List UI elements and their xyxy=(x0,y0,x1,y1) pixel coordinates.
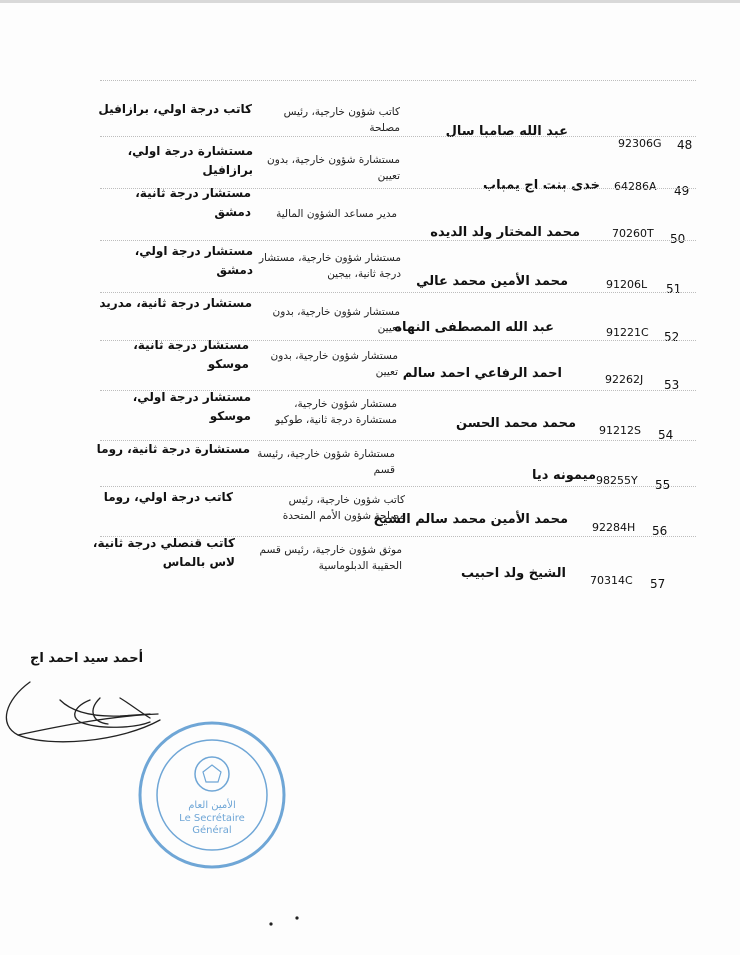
position-cell: كاتب شؤون خارجية، رئيس مصلحة xyxy=(283,106,400,134)
name-cell: محمد المختار ولد الديده xyxy=(430,225,580,240)
posting-cell: مستشارة درجة ثانية، روما xyxy=(96,442,250,456)
name-cell: محمد الأمين محمد عالي xyxy=(416,274,568,289)
row-number: 50 xyxy=(670,232,686,246)
position-cell: مدير مساعد الشؤون المالية xyxy=(276,208,397,220)
name-cell: خدى بنت اج يمباب xyxy=(483,178,600,193)
posting-cell: كاتب درجة اولي، روما xyxy=(103,490,233,504)
name-cell: محمد الأمين محمد سالم الشيخ xyxy=(373,512,568,527)
row-number: 54 xyxy=(658,428,674,442)
row-number: 51 xyxy=(666,282,682,296)
stamp-line: Général xyxy=(192,825,232,836)
posting-cell: مستشار درجة ثانية، مدريد xyxy=(99,296,252,310)
name-cell: احمد الرفاعي احمد سالم xyxy=(402,366,562,381)
code-cell: 92262J xyxy=(605,373,644,386)
code-cell: 92306G xyxy=(618,137,662,150)
stamp-line: الأمين العام xyxy=(188,800,236,811)
stamp-line: Le Secrétaire xyxy=(179,813,245,824)
code-cell: 70314C xyxy=(590,574,633,587)
row-number: 49 xyxy=(674,184,690,198)
code-cell: 91206L xyxy=(606,278,648,291)
name-cell: محمد محمد الحسن xyxy=(456,416,576,431)
posting-cell: مستشار درجة اولي، موسكو xyxy=(132,390,251,423)
posting-cell: مستشار درجة اولي، دمشق xyxy=(134,244,253,277)
code-cell: 98255Y xyxy=(596,474,638,487)
position-cell: كاتب شؤون خارجية، رئيس مصلحة شؤون الأمم المتحدة xyxy=(282,494,405,522)
position-cell: مستشارة شؤون خارجية، بدون تعيين xyxy=(267,154,400,182)
name-cell: ميمونه ديا xyxy=(532,468,596,483)
code-cell: 70260T xyxy=(612,227,654,240)
name-cell: عبد الله صامبا سال xyxy=(445,124,568,139)
row-number: 56 xyxy=(652,524,668,538)
signatory-name: أحمد سيد احمد اج xyxy=(30,651,144,666)
row-number: 48 xyxy=(677,138,693,152)
code-cell: 92284H xyxy=(592,521,636,534)
code-cell: 91221C xyxy=(606,326,649,339)
posting-cell: كاتب قنصلي درجة ثانية، لاس بالماس xyxy=(92,536,235,569)
posting-cell: مستشارة درجة اولي، برازافيل xyxy=(127,144,253,177)
row-number: 52 xyxy=(664,330,680,344)
position-cell: مستشار شؤون خارجية، بدون تعيين xyxy=(272,306,400,334)
position-cell: مستشارة شؤون خارجية، رئيسة قسم xyxy=(257,448,395,476)
row-number: 55 xyxy=(655,478,671,492)
position-cell: مستشار شؤون خارجية، مستشار درجة ثانية، بيجين xyxy=(258,252,401,280)
posting-cell: كاتب درجة اولي، برازافيل xyxy=(98,102,252,116)
name-cell: الشيخ ولد احبيب xyxy=(461,566,566,581)
code-cell: 91212S xyxy=(599,424,641,437)
position-cell: مستشار شؤون خارجية، مستشارة درجة ثانية، طوكيو xyxy=(275,398,397,426)
position-cell: مستشار شؤون خارجية، بدون تعيين xyxy=(270,350,398,378)
posting-cell: مستشار درجة ثانية، دمشق xyxy=(135,186,251,219)
posting-cell: مستشار درجة ثانية، موسكو xyxy=(133,338,249,371)
position-cell: موثق شؤون خارجية، رئيس قسم الحقيبة الدبلوماسية xyxy=(259,544,402,572)
row-number: 53 xyxy=(664,378,680,392)
code-cell: 64286A xyxy=(614,180,657,193)
name-cell: عبد الله المصطفى النهاه xyxy=(394,320,554,335)
row-number: 57 xyxy=(650,577,666,591)
